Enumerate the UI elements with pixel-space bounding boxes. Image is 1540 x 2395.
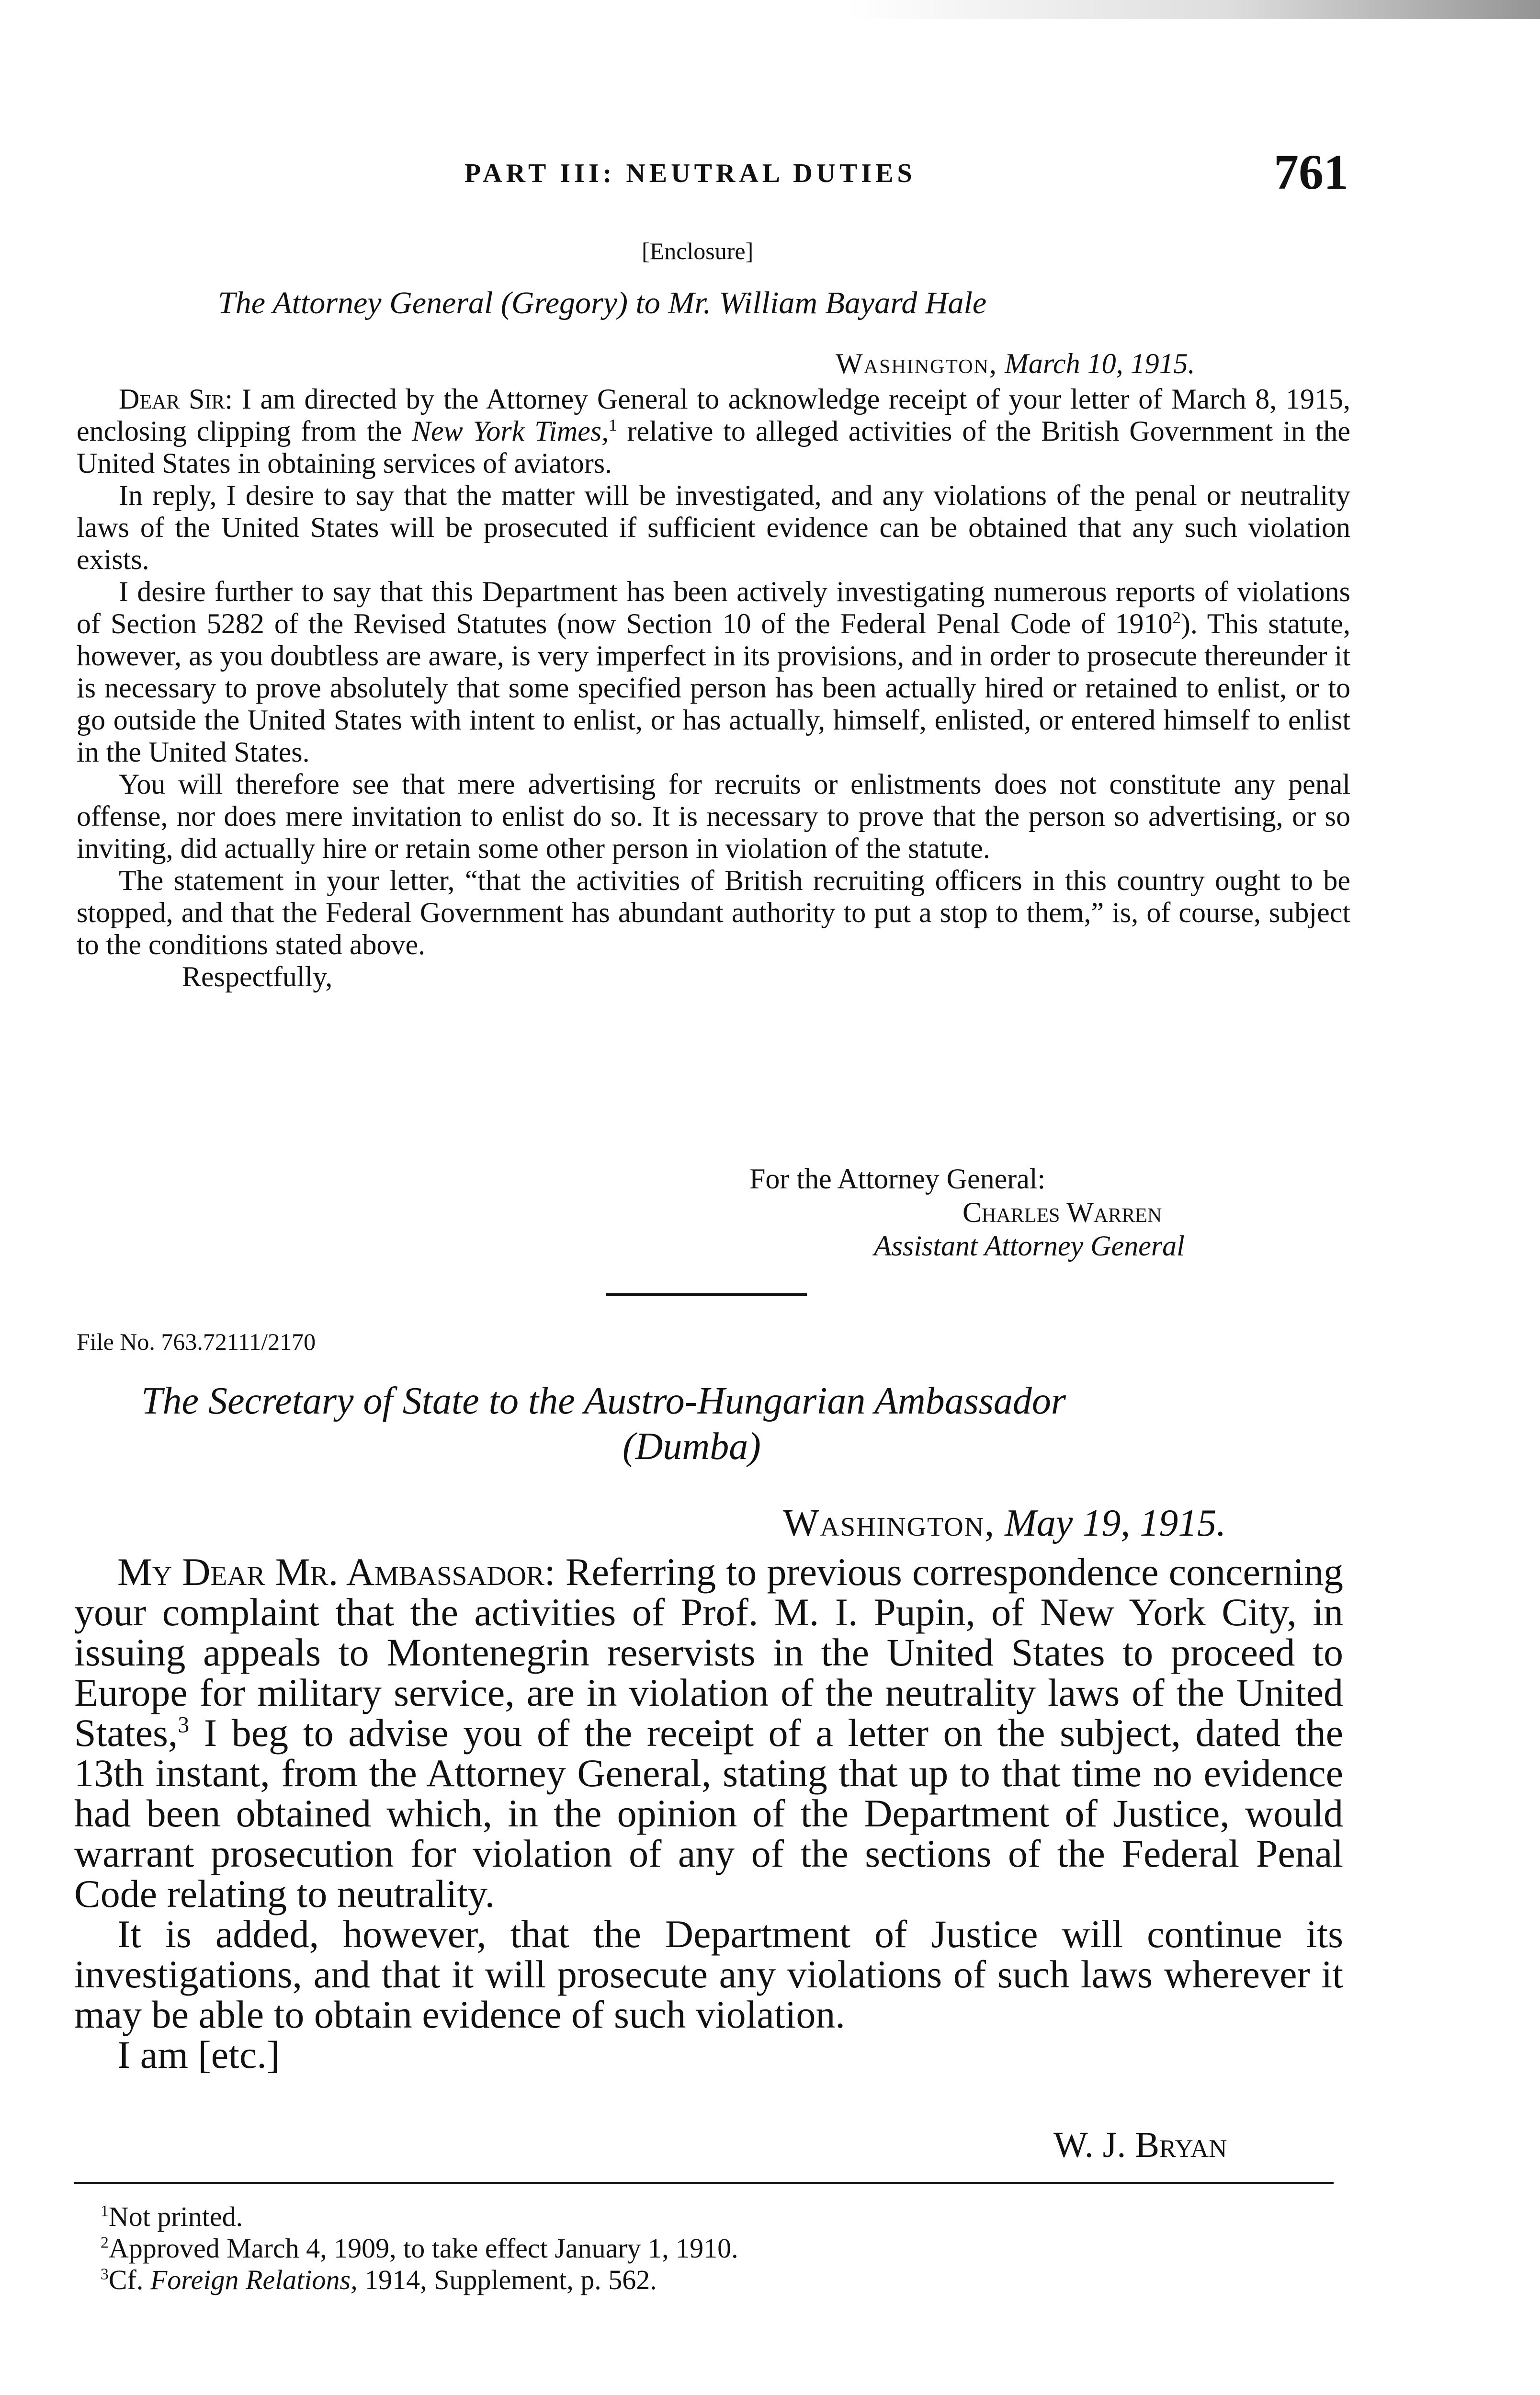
file-number: File No. 763.72111/2170 (77, 1328, 316, 1355)
page-number: 761 (1274, 145, 1348, 200)
enclosure-label: [Enclosure] (642, 238, 754, 264)
footnote-1: $^1$Not printed. (101, 2201, 243, 2232)
letter1-signer: Charles Warren (962, 1197, 1162, 1228)
footnote-2: $^2$Approved March 4, 1909, to take effect January 1, 1910. (101, 2233, 738, 2264)
letter2-body (74, 1552, 1343, 2075)
letter2-paragraph-2: It is added, however, that the Department of Justice will continue its investigations, and that it will prosecute any violations of such laws wherever it may be able to obtain evidence of such violation. (74, 1912, 1343, 2036)
letter1-date-place: Washington, (836, 348, 997, 379)
letter2-heading-line2: (Dumba) (623, 1426, 761, 1468)
running-title: PART III: NEUTRAL DUTIES (464, 159, 916, 188)
footnotes (101, 2201, 738, 2296)
letter1-body (77, 383, 1350, 993)
newspaper-title: New York Times, (411, 415, 609, 447)
footnote-3-publication: Foreign Relations, (150, 2264, 358, 2295)
footnote-3: $^3$Cf. Foreign Relations, 1914, Supplement, p. 562. (101, 2264, 657, 2295)
letter1-dateline (836, 347, 1195, 380)
letter2-salutation: My Dear Mr. Ambassador: (117, 1550, 555, 1594)
letter1-signer-title: Assistant Attorney General (874, 1230, 1185, 1262)
letter2-date-place: Washington, (783, 1502, 996, 1544)
letter2-heading-line1: The Secretary of State to the Austro-Hungarian Ambassador (141, 1380, 1066, 1422)
letter1-heading: The Attorney General (Gregory) to Mr. William Bayard Hale (218, 285, 987, 320)
footnote-rule (74, 2182, 1334, 2184)
letter2-paragraph-1: My Dear Mr. Ambassador: Referring to previous correspondence concerning your complaint that the activities of Prof. M. I. Pupin, of New York City, in issuing appeals to Montenegrin reservists in the United States to proceed to Europe for military service, are in violation of the neutrality laws of the United States,$^3$ I beg to advise you of the receipt of a letter on the subject, dated the 13th instant, from the Attorney General, stating that up to that time no evidence had been obtained which, in the opinion of the Department of Justice, would warrant prosecution for violation of any of the sections of the Federal Penal Code relating to neutrality. (74, 1550, 1343, 1916)
letter1-salutation: Dear Sir: (119, 383, 233, 415)
letter1-date: March 10, 1915. (1004, 348, 1195, 379)
letter1-paragraph-4: You will therefore see that mere advertising for recruits or enlistments does not constitute any penal offense, nor does mere invitation to enlist do so. It is necessary to prove that the person so advertising, or so inviting, did actually hire or retain some other person in violation of the statute. (77, 768, 1350, 864)
letter2-signer: W. J. Bryan (1053, 2125, 1227, 2165)
letter1-paragraph-2: In reply, I desire to say that the matter will be investigated, and any violations of the penal or neutrality laws of the United States will be prosecuted if sufficient evidence can be obtained that any such violation exists. (77, 479, 1350, 575)
letter1-paragraph-5: The statement in your letter, “that the activities of British recruiting officers in this country ought to be stopped, and that the Federal Government has abundant authority to put a stop to them,” is, of course, subject to the conditions stated above. (77, 865, 1350, 960)
letter1-for-line: For the Attorney General: (749, 1163, 1046, 1195)
footnote-ref-1: 1 (609, 416, 617, 434)
letter2-date: May 19, 1915. (1005, 1502, 1226, 1544)
letter1-closing: Respectfully, (182, 961, 333, 992)
section-divider (606, 1293, 807, 1296)
letter2-dateline (783, 1502, 1226, 1545)
footnote-ref-2: 2 (1172, 608, 1181, 627)
letter1-paragraph-1: Dear Sir: I am directed by the Attorney General to acknowledge receipt of your letter of March 8, 1915, enclosing clipping from the New York Times,$^1$ relative to alleged activities of the British Government in the United States in obtaining services of aviators. (77, 383, 1351, 479)
footnote-ref-3: 3 (178, 1712, 190, 1738)
letter1-paragraph-3: I desire further to say that this Department has been actively investigating numerous reports of violations of Section 5282 of the Revised Statutes (now Section 10 of the Federal Penal Code of 1910$^2$). This statute, however, as you doubtless are aware, is very imperfect in its provisions, and in order to prosecute thereunder it is necessary to prove absolutely that some specified person has been actually hired or retained to enlist, or to go outside the United States with intent to enlist, or has actually, himself, enlisted, or entered himself to enlist in the United States. (77, 576, 1351, 768)
letter2-closing: I am [etc.] (117, 2033, 280, 2076)
